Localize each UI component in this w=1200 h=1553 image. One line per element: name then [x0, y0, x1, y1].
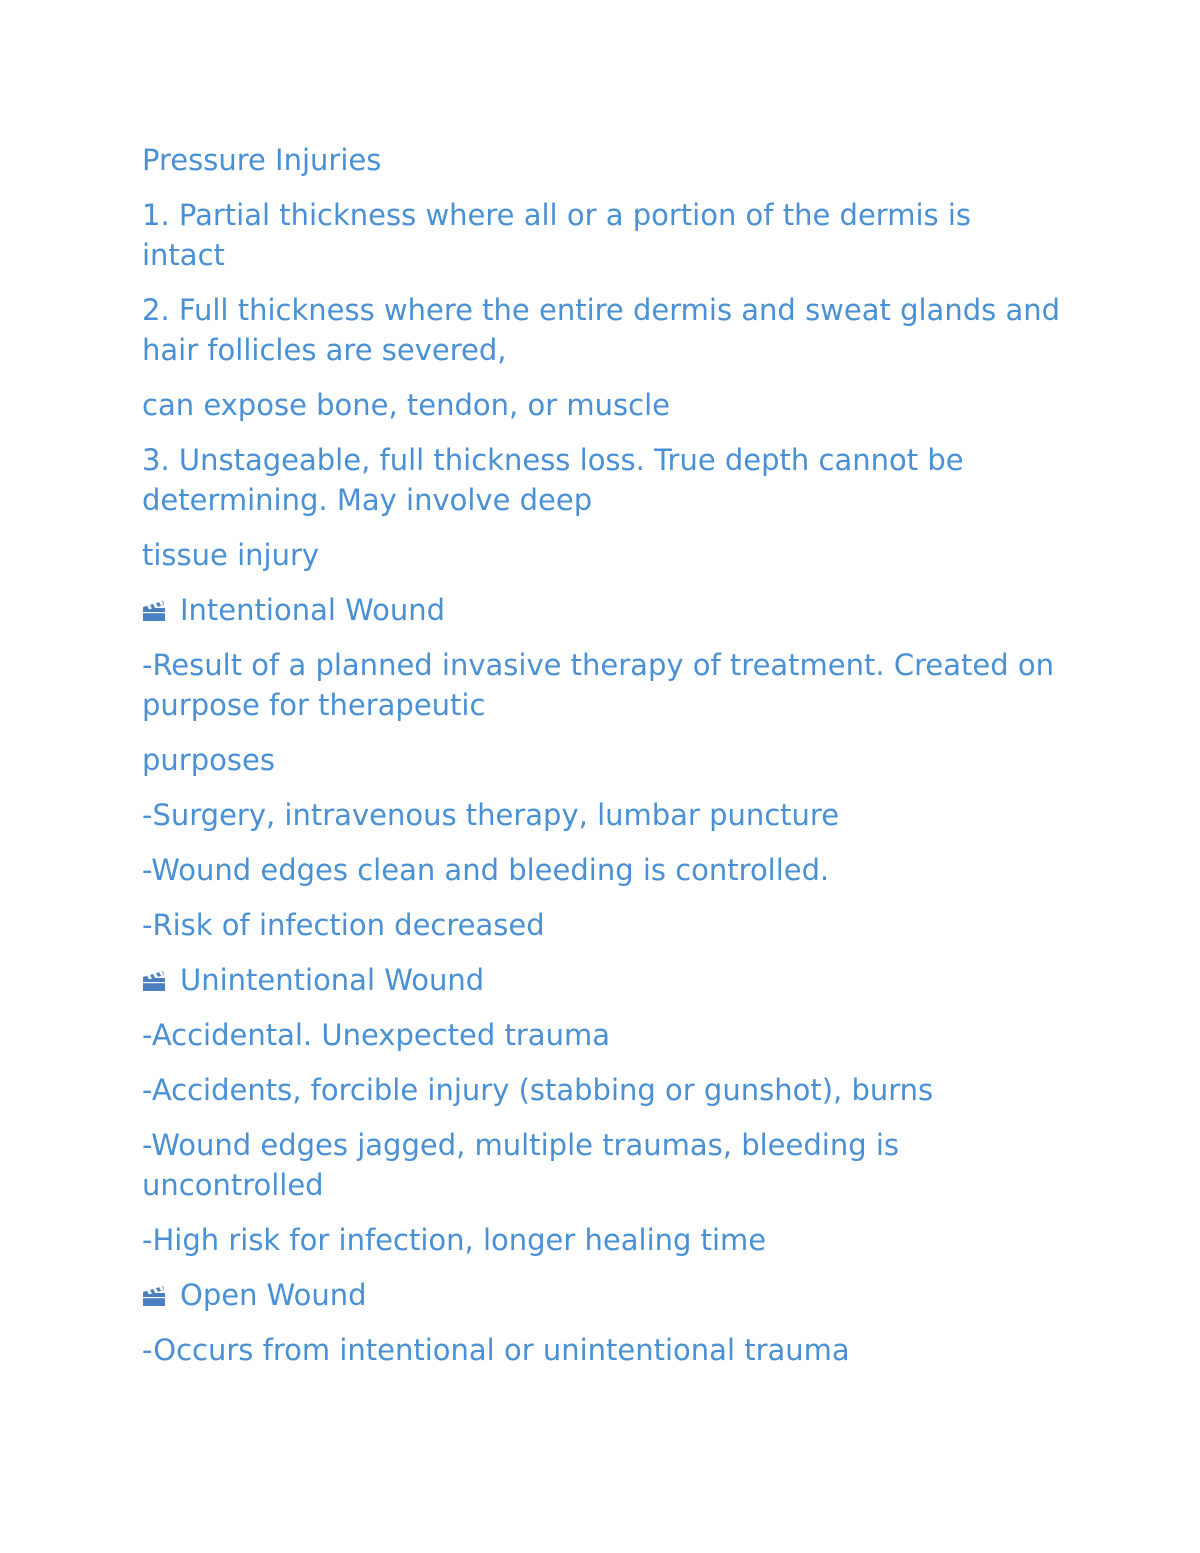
- section-heading-label: Unintentional Wound: [180, 963, 485, 997]
- clapperboard-icon: [142, 970, 166, 992]
- section-heading-unintentional-wound: [142, 960, 1062, 1000]
- section-line: -Accidents, forcible injury (stabbing or gunshot), burns: [142, 1073, 934, 1107]
- paragraph: can expose bone, tendon, or muscle: [142, 388, 670, 422]
- section-line: -High risk for infection, longer healing time: [142, 1223, 767, 1257]
- section-heading-intentional-wound: [142, 590, 1062, 630]
- section-line: -Occurs from intentional or unintentional trauma: [142, 1333, 850, 1367]
- paragraph: 2. Full thickness where the entire dermis and sweat glands and hair follicles are severed,: [142, 293, 1061, 367]
- section-heading-open-wound: [142, 1275, 1062, 1315]
- document-title: Pressure Injuries: [142, 143, 382, 177]
- section-line: -Risk of infection decreased: [142, 908, 545, 942]
- section-heading-label: Intentional Wound: [180, 593, 446, 627]
- document-body: [142, 140, 1062, 1385]
- section-line: -Result of a planned invasive therapy of treatment. Created on purpose for therapeutic: [142, 648, 1054, 722]
- paragraph: tissue injury: [142, 538, 320, 572]
- section-line: -Wound edges clean and bleeding is controlled.: [142, 853, 830, 887]
- clapperboard-icon: [142, 600, 166, 622]
- section-line: -Surgery, intravenous therapy, lumbar puncture: [142, 798, 840, 832]
- clapperboard-icon: [142, 1285, 166, 1307]
- paragraph: 1. Partial thickness where all or a portion of the dermis is intact: [142, 198, 971, 272]
- section-line: -Wound edges jagged, multiple traumas, bleeding is uncontrolled: [142, 1128, 899, 1202]
- section-heading-label: Open Wound: [180, 1278, 367, 1312]
- section-line: -Accidental. Unexpected trauma: [142, 1018, 610, 1052]
- section-line: purposes: [142, 743, 275, 777]
- paragraph: 3. Unstageable, full thickness loss. True depth cannot be determining. May involve deep: [142, 443, 964, 517]
